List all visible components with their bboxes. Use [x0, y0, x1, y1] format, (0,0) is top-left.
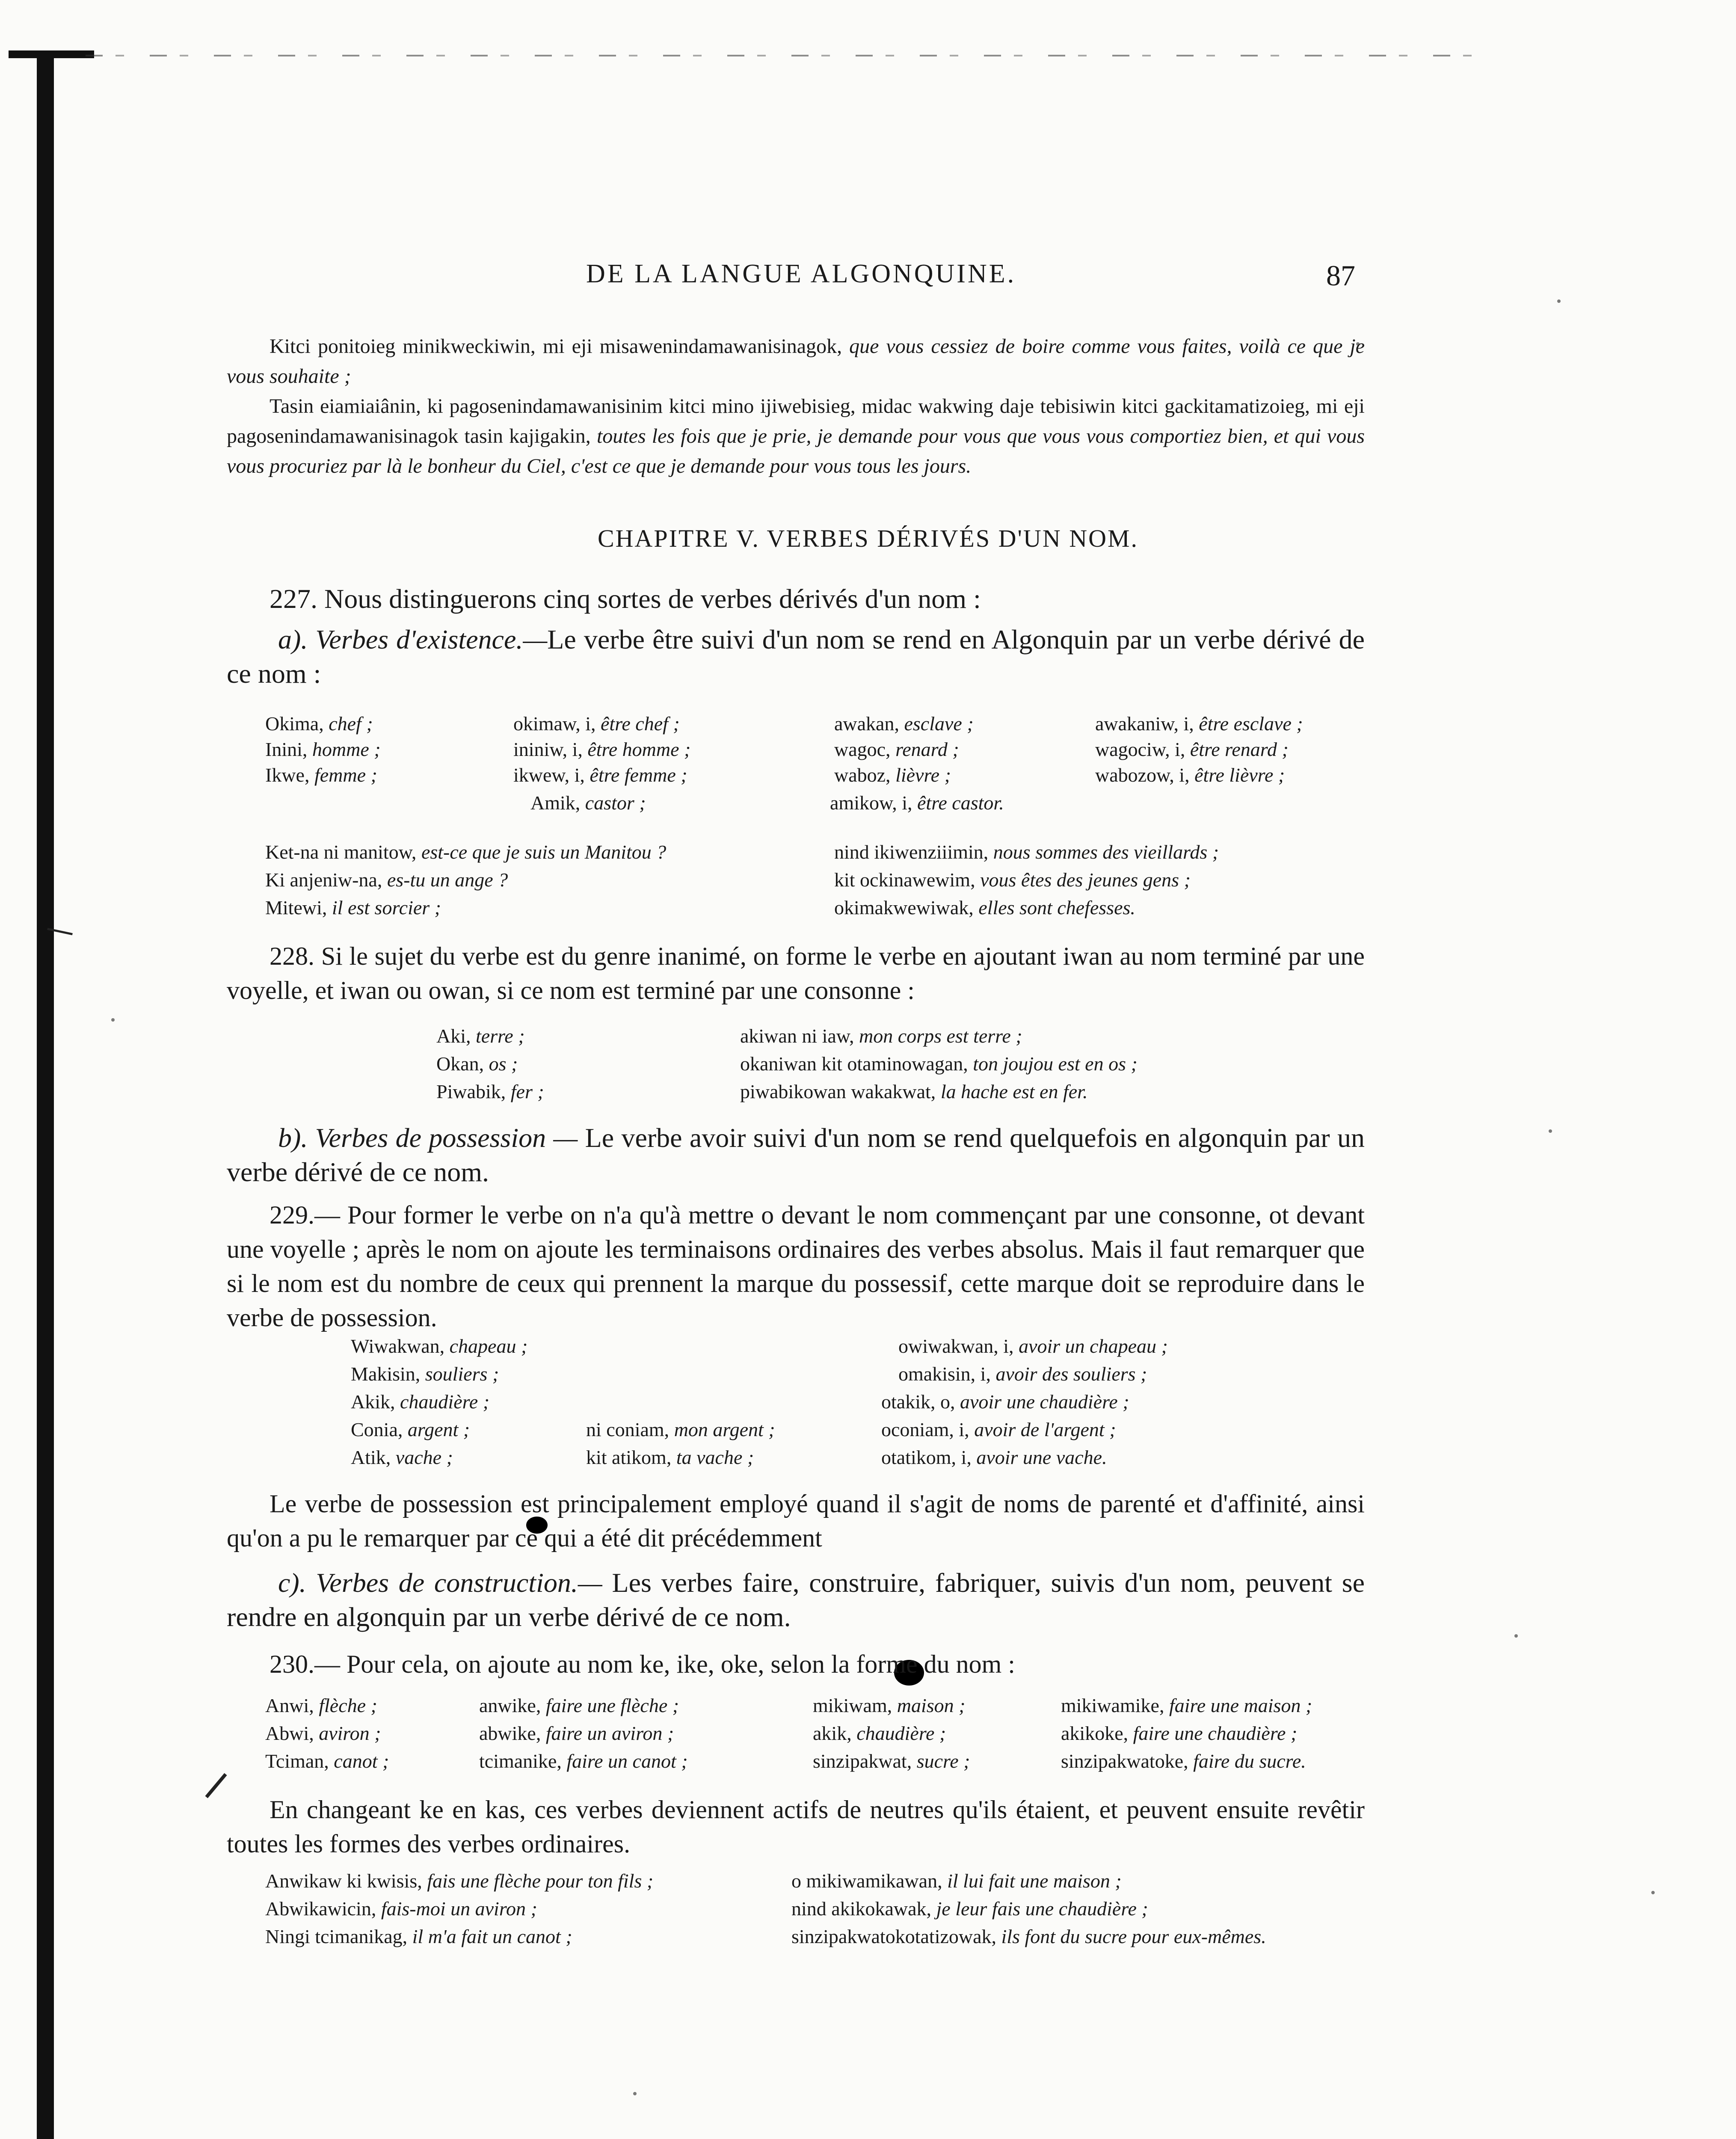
- scan-top-line: [86, 55, 1497, 56]
- table-a-c1-r2: Inini, homme ;: [265, 738, 381, 760]
- table-a2-right-r2: kit ockinawewim, vous êtes des jeunes gens ;: [834, 869, 1191, 891]
- table-e-r2-right: nind akikokawak, je leur fais une chaudière ;: [791, 1898, 1148, 1920]
- page-number: 87: [1326, 259, 1355, 292]
- table-c-r4-left: Conia, argent ;: [351, 1419, 470, 1440]
- section-a-label: a). Verbes d'existence.—: [278, 624, 548, 655]
- table-a-c3-r1: awakan, esclave ;: [834, 713, 974, 735]
- speck: [111, 1018, 115, 1022]
- section-229: 229.— Pour former le verbe on n'a qu'à mettre o devant le nom commençant par une consonne, ot devant une voyelle ; après le nom on ajoute les terminaisons ordinaires des verbes absolus. Mais il faut remarquer que si le nom est du nombre de ceux qui prennent la marque du possessif, cette marque doit se reproduire dans le verbe de possession.: [227, 1201, 1365, 1332]
- table-c-r4-mid: ni coniam, mon argent ;: [586, 1419, 775, 1440]
- table-e-r1-left: Anwikaw ki kwisis, fais une flèche pour ton fils ;: [265, 1870, 654, 1892]
- table-d-c1-r3: Tciman, canot ;: [265, 1750, 389, 1772]
- table-c-r5-mid: kit atikom, ta vache ;: [586, 1446, 754, 1468]
- table-d-c1-r1: Anwi, flèche ;: [265, 1695, 377, 1716]
- table-a2-right-r3: okimakwewiwak, elles sont chefesses.: [834, 897, 1135, 918]
- table-a-c2-r3: ikwew, i, être femme ;: [513, 764, 687, 786]
- running-header: DE LA LANGUE ALGONQUINE.: [586, 259, 1016, 288]
- table-b-r1-right: akiwan ni iaw, mon corps est terre ;: [740, 1025, 1022, 1047]
- section-c-label: c). Verbes de construction.—: [278, 1567, 602, 1598]
- table-b-r2-left: Okan, os ;: [436, 1053, 518, 1075]
- table-a2-left-r1: Ket-na ni manitow, est-ce que je suis un Manitou ?: [265, 841, 667, 863]
- table-a-c2-r4: Amik, castor ;: [530, 792, 646, 814]
- table-c-r1-right: owiwakwan, i, avoir un chapeau ;: [898, 1335, 1168, 1357]
- table-c-r5-right: otatikom, i, avoir une vache.: [881, 1446, 1107, 1468]
- table-a-c1-r1: Okima, chef ;: [265, 713, 373, 735]
- table-b-r2-right: okaniwan kit otaminowagan, ton joujou est en os ;: [740, 1053, 1138, 1075]
- speck: [1514, 1634, 1518, 1638]
- table-b-r3-right: piwabikowan wakakwat, la hache est en fer.: [740, 1081, 1088, 1102]
- table-a2-right-r1: nind ikiwenziiimin, nous sommes des vieillards ;: [834, 841, 1219, 863]
- table-a-c1-r3: Ikwe, femme ;: [265, 764, 377, 786]
- section-c: [227, 1566, 1365, 1634]
- table-d-c2-r1: anwike, faire une flèche ;: [479, 1695, 679, 1716]
- table-d-c4-r2: akikoke, faire une chaudière ;: [1061, 1722, 1298, 1744]
- table-a-c2-r2: ininiw, i, être homme ;: [513, 738, 691, 760]
- table-b-r1-left: Aki, terre ;: [436, 1025, 525, 1047]
- prelude-paragraph-2: [227, 391, 1365, 481]
- section-a-text: Le verbe être suivi d'un nom se rend en Algonquin par un verbe dérivé de ce nom :: [227, 624, 1365, 689]
- table-a2-left-r3: Mitewi, il est sorcier ;: [265, 897, 441, 918]
- prelude-2-french: toutes les fois que je prie, je demande pour vous que vous vous comportiez bien, et qui vous vous procuriez par là le bonheur du Ciel, c'est ce que je demande pour vous tous les jours.: [227, 425, 1365, 477]
- table-c-r4-right: oconiam, i, avoir de l'argent ;: [881, 1419, 1116, 1440]
- chapter-title: CHAPITRE V. VERBES DÉRIVÉS D'UN NOM.: [597, 524, 1139, 552]
- table-d-c1-r2: Abwi, aviron ;: [265, 1722, 381, 1744]
- prelude-2-algonquin: Tasin eiamiaiânin, ki pagosenindamawanisinim kitci mino ijiwebisieg, midac wakwing daje tebisiwin kitci gackitamatizoieg, mi eji pagosenindamawanisinagok tasin kajigakin,: [227, 395, 1365, 447]
- table-d-c2-r2: abwike, faire un aviron ;: [479, 1722, 674, 1744]
- prelude-1-algonquin: Kitci ponitoieg minikweckiwin, mi eji misawenindamawanisinagok,: [270, 335, 842, 358]
- table-c-r2-right: omakisin, i, avoir des souliers ;: [898, 1363, 1147, 1385]
- table-b-r3-left: Piwabik, fer ;: [436, 1081, 544, 1102]
- section-229-note: Le verbe de possession est principalement employé quand il s'agit de noms de parenté et d'affinité, ainsi qu'on a pu le remarquer par ce qui a été dit précédemment: [227, 1490, 1365, 1552]
- table-d-c2-r3: tcimanike, faire un canot ;: [479, 1750, 688, 1772]
- table-a-c3-r3: waboz, lièvre ;: [834, 764, 951, 786]
- table-c-r3-right: otakik, o, avoir une chaudière ;: [881, 1391, 1129, 1413]
- section-228: 228. Si le sujet du verbe est du genre inanimé, on forme le verbe en ajoutant iwan au nom terminé par une voyelle, et iwan ou owan, si ce nom est terminé par une consonne :: [227, 942, 1365, 1004]
- table-a-c4-r2: wagociw, i, être renard ;: [1095, 738, 1289, 760]
- table-a-c4-r3: wabozow, i, être lièvre ;: [1095, 764, 1285, 786]
- table-d-c3-r1: mikiwam, maison ;: [813, 1695, 966, 1716]
- table-e-r3-left: Ningi tcimanikag, il m'a fait un canot ;: [265, 1926, 572, 1947]
- speck: [1549, 1129, 1552, 1133]
- table-a-c3-r4: amikow, i, être castor.: [830, 792, 1004, 814]
- table-d-c4-r1: mikiwamike, faire une maison ;: [1061, 1695, 1312, 1716]
- section-230: 230.— Pour cela, on ajoute au nom ke, ike, oke, selon la forme du nom :: [270, 1650, 1015, 1678]
- section-b: [227, 1121, 1365, 1189]
- speck: [633, 2092, 637, 2095]
- table-a-c3-r2: wagoc, renard ;: [834, 738, 959, 760]
- table-d-c4-r3: sinzipakwatoke, faire du sucre.: [1061, 1750, 1306, 1772]
- pen-mark: [205, 1773, 227, 1798]
- section-227: 227. Nous distinguerons cinq sortes de verbes dérivés d'un nom :: [270, 584, 981, 614]
- table-e-r3-right: sinzipakwatokotatizowak, ils font du sucre pour eux-mêmes.: [791, 1926, 1266, 1947]
- table-d-c3-r2: akik, chaudière ;: [813, 1722, 946, 1744]
- table-d-c3-r3: sinzipakwat, sucre ;: [813, 1750, 970, 1772]
- speck: [1557, 299, 1561, 303]
- section-b-label: b). Verbes de possession —: [278, 1123, 578, 1153]
- table-a-c4-r1: awakaniw, i, être esclave ;: [1095, 713, 1303, 735]
- section-a: [227, 622, 1365, 691]
- table-e-r1-right: o mikiwamikawan, il lui fait une maison ;: [791, 1870, 1122, 1892]
- table-a-c2-r1: okimaw, i, être chef ;: [513, 713, 680, 735]
- section-b-text: Le verbe avoir suivi d'un nom se rend quelquefois en algonquin par un verbe dérivé de ce nom.: [227, 1123, 1365, 1187]
- section-c-text: Les verbes faire, construire, fabriquer, suivis d'un nom, peuvent se rendre en algonquin par un verbe dérivé de ce nom.: [227, 1567, 1365, 1632]
- table-c-r3-left: Akik, chaudière ;: [351, 1391, 490, 1413]
- speck: [1651, 1891, 1655, 1894]
- table-c-r1-left: Wiwakwan, chapeau ;: [351, 1335, 528, 1357]
- table-a2-left-r2: Ki anjeniw-na, es-tu un ange ?: [265, 869, 508, 891]
- table-e-r2-left: Abwikawicin, fais-moi un aviron ;: [265, 1898, 537, 1920]
- table-c-r5-left: Atik, vache ;: [351, 1446, 453, 1468]
- binding-edge: [37, 50, 54, 2139]
- table-c-r2-left: Makisin, souliers ;: [351, 1363, 499, 1385]
- prelude-1-french: que vous cessiez de boire comme vous faites, voilà ce que je vous souhaite ;: [227, 335, 1365, 388]
- section-230-note: En changeant ke en kas, ces verbes deviennent actifs de neutres qu'ils étaient, et peuvent ensuite revêtir toutes les formes des verbes ordinaires.: [227, 1795, 1365, 1858]
- binding-edge-top: [9, 50, 94, 58]
- prelude-paragraph-1: [227, 332, 1365, 391]
